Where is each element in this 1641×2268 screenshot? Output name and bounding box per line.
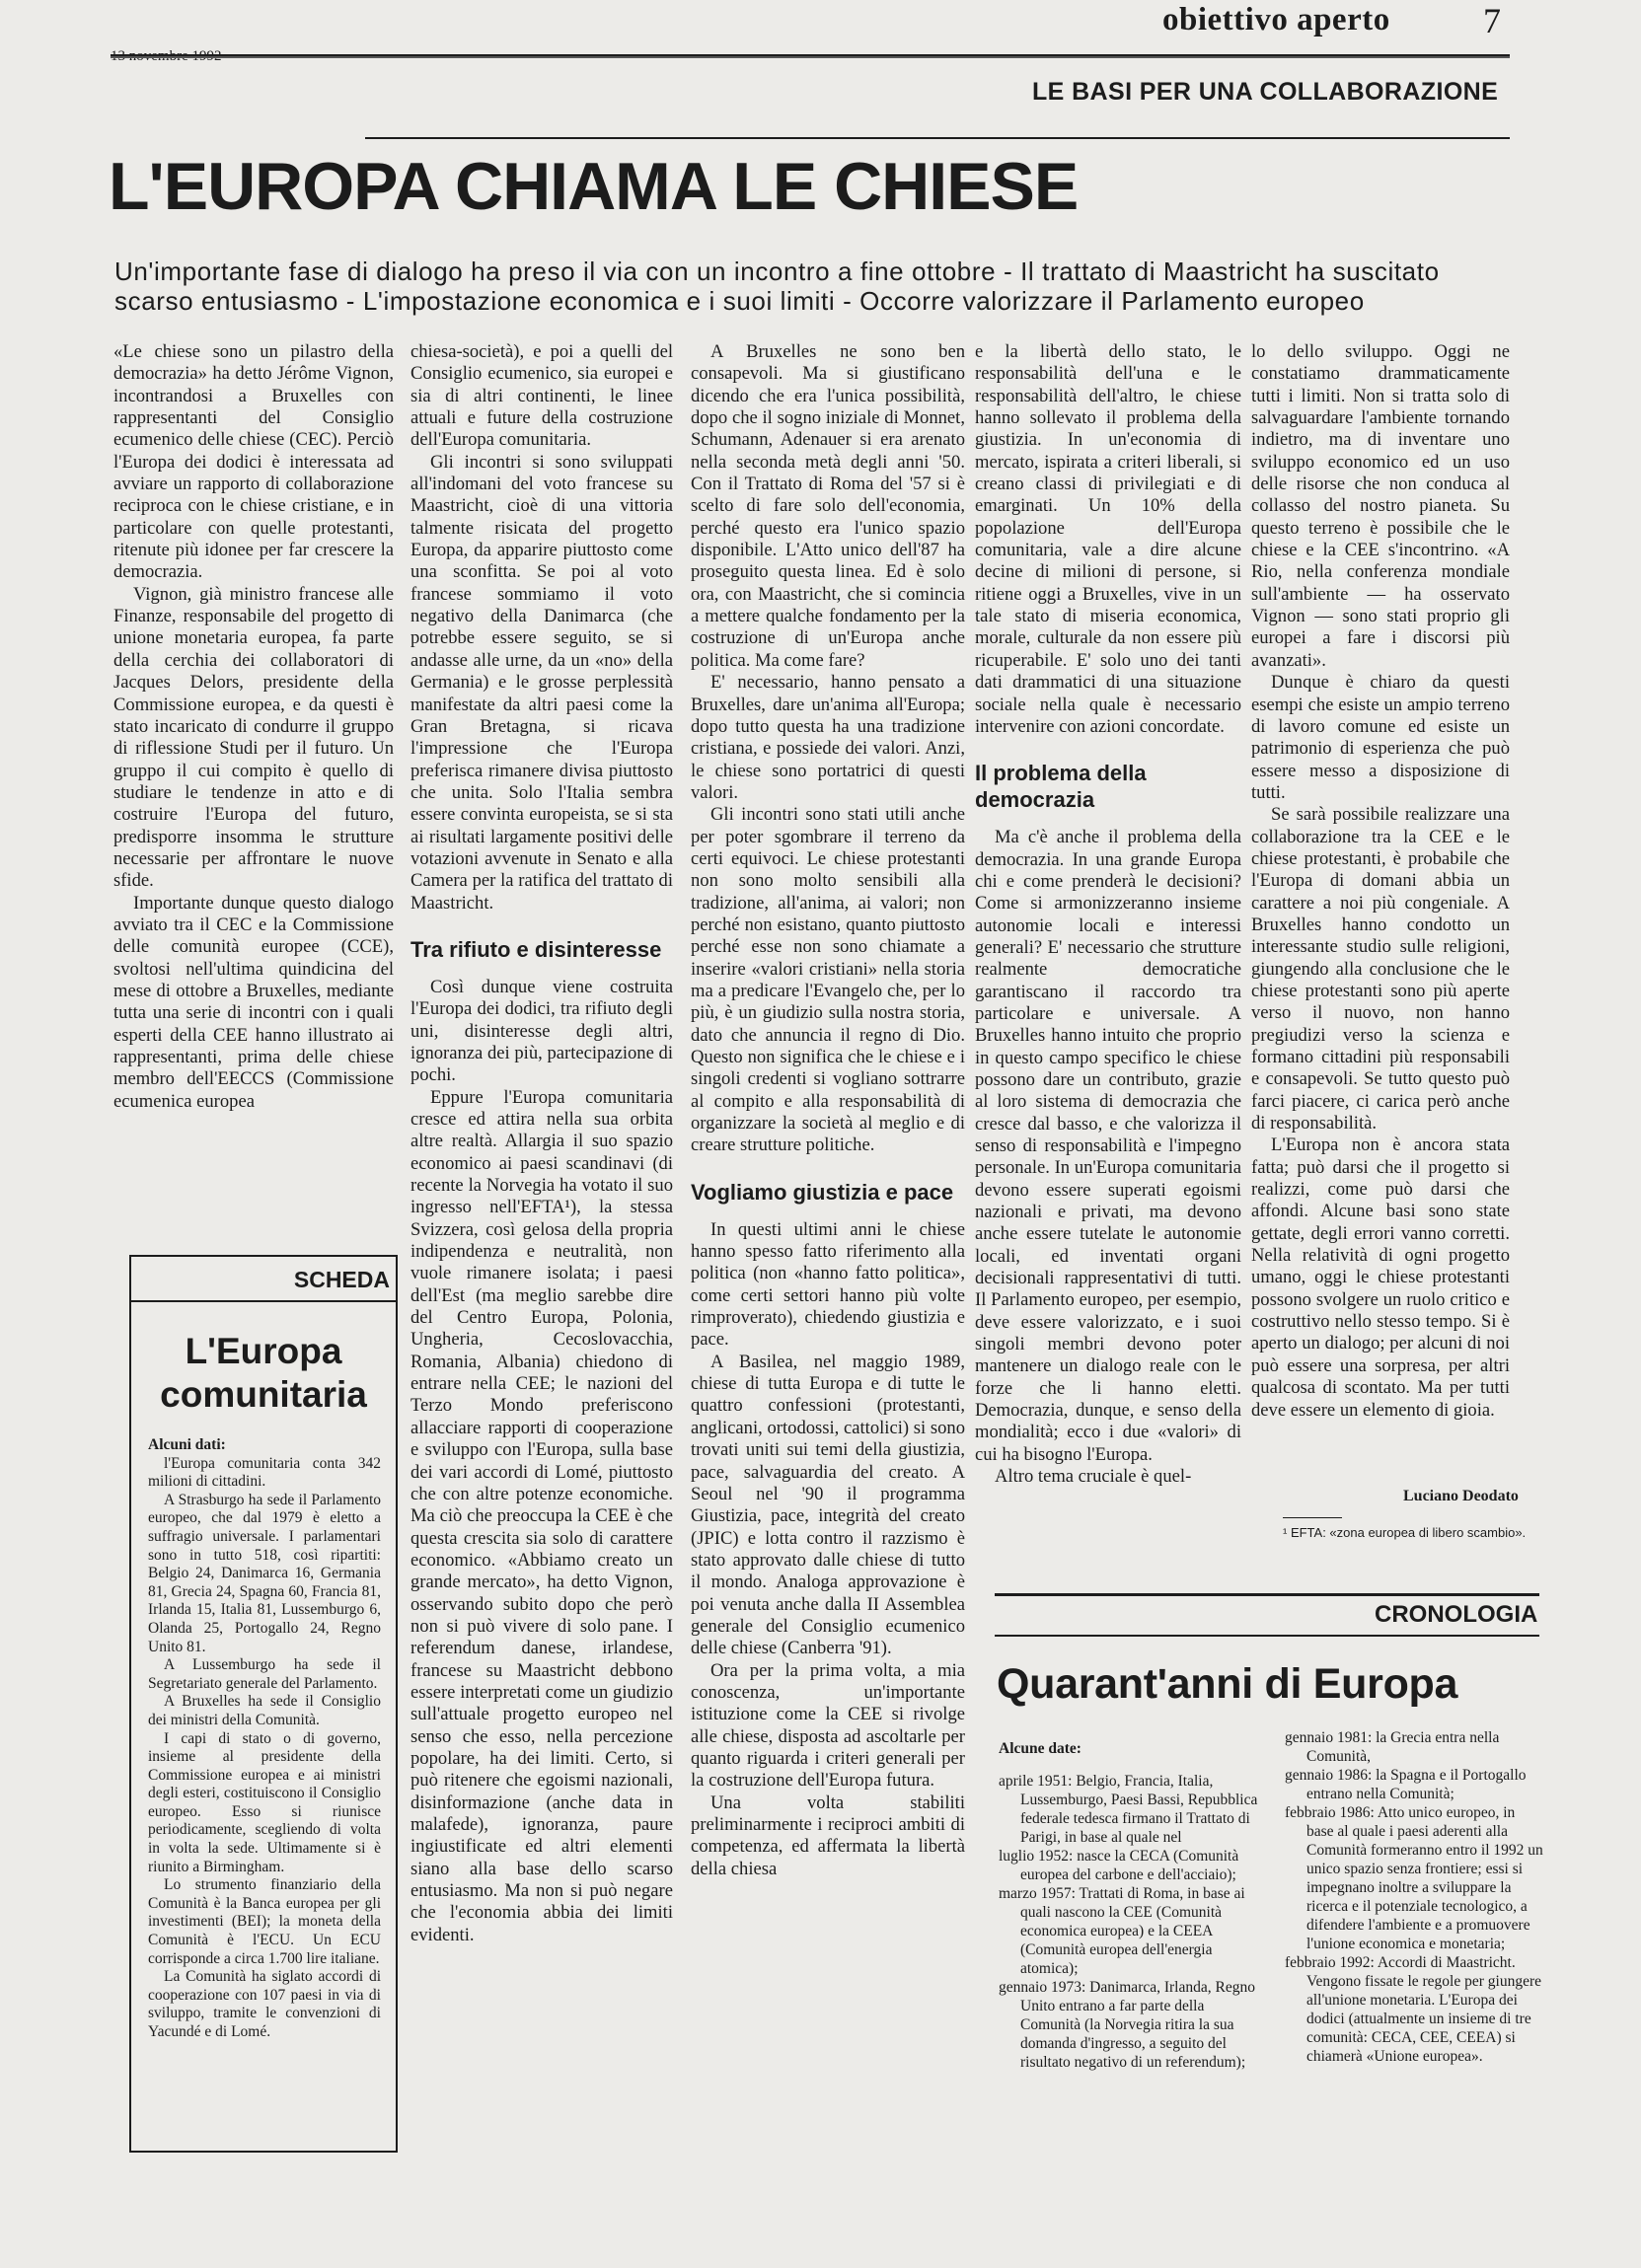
- paragraph: lo dello sviluppo. Oggi ne constatiamo drammaticamente tutti i limiti. Non si tratta solo di salvaguardare l'ambiente tornando indietro, ma di inventare uno sviluppo economico ed un uso delle risorse che non conduca al collasso del nostro pianeta. Su questo terreno è possibile che le chiese e la CEE s'incontrino. «A Rio, nella conferenza mondiale sull'ambiente — ha osservato Vignon — sono stati proprio gli europei a fare i discorsi più avanzati».: [1251, 341, 1510, 671]
- subheading-rifiuto: Tra rifiuto e disinteresse: [410, 936, 662, 962]
- paragraph: Altro tema cruciale è quel-: [995, 1466, 1192, 1488]
- paragraph: A Bruxelles ne sono ben consapevoli. Ma si giustificano dicendo che era l'unica possibilità, dopo che il sogno iniziale di Monnet, Schumann, Adenauer si era arenato nella seconda metà degli anni '50. Con il Trattato di Roma del '57 si è scelto di fare solo dell'economia, perché questo era l'unico spazio disponibile. L'Atto unico dell'87 ha proseguito questa linea. Ed è solo ora, con Maastricht, che si comincia a mettere qualche fondamento per la costruzione di un'Europa anche politica. Ma come fare?: [691, 341, 965, 671]
- cronologia-entry: gennaio 1981: la Grecia entra nella Comunità,: [1285, 1729, 1500, 1765]
- paragraph: Se sarà possibile realizzare una collaborazione tra la CEE e le chiese protestanti, è probabile che l'Europa di domani abbia un carattere a noi più congeniale. A Bruxelles hanno condotto un interessante studio sulle religioni, giungendo alla conclusione che le chiese protestanti sono più aperte verso il nuovo, non hanno pregiudizi verso la scienza e formano cittadini più responsabili e consapevoli. Se tutto questo può farci piacere, ci carica però anche di responsabilità.: [1251, 804, 1510, 1134]
- cronologia-entry: gennaio 1986: la Spagna e il Portogallo entrano nella Comunità;: [1285, 1767, 1527, 1802]
- cronologia-entry: gennaio 1973: Danimarca, Irlanda, Regno Unito entrano a far parte della Comunità (la Norvegia ritira la sua domanda d'ingresso, a seguito del risultato negativo di un referendum);: [999, 1979, 1255, 2071]
- scheda-paragraph: A Bruxelles ha sede il Consiglio dei ministri della Comunità.: [148, 1693, 381, 1728]
- subheading-democrazia: Il problema della democrazia: [975, 761, 1147, 813]
- cronologia-entry: marzo 1957: Trattati di Roma, in base ai quali nascono la CEE (Comunità economica europea) e la CEEA (Comunità europea dell'energia atomica);: [999, 1885, 1245, 1977]
- kicker: LE BASI PER UNA COLLABORAZIONE: [1032, 78, 1499, 106]
- header-rule-thick: [111, 56, 1510, 58]
- scheda-text: [148, 1436, 381, 2042]
- cronologia-right: [1285, 1728, 1543, 2066]
- author: Luciano Deodato: [1403, 1488, 1519, 1504]
- paragraph: Importante dunque questo dialogo avviato tra il CEC e la Commissione delle comunità europee (CCE), svoltosi nell'ultima quindicina del mese di ottobre a Bruxelles, mediante tutta una serie di incontri con i quali esperti della CEE hanno illustrato ai rappresentanti, prima delle chiese membro dell'EECCS (Commissione ecumenica europea: [113, 892, 394, 1112]
- paragraph: Gli incontri si sono sviluppati all'indomani del voto francese su Maastricht, cioè di una vittoria talmente risicata del progetto Europa, da apparire piuttosto come una sconfitta. Se poi al voto francese sommiamo il voto negativo della Danimarca (che potrebbe essere seguito, se si andasse alle urne, da un «no» della Germania) e le grosse perplessità manifestate da altri paesi come la Gran Bretagna, si ricava l'impressione che l'Europa preferisca rimanere divisa piuttosto che unita. Solo l'Italia sembra essere convinta europeista, se si sta ai risultati largamente positivi delle votazioni avvenute in Senato e alla Camera per la ratifica del trattato di Maastricht.: [410, 451, 673, 914]
- cronologia-label: CRONOLOGIA: [1375, 1601, 1538, 1628]
- paragraph: Vignon, già ministro francese alle Finanze, responsabile del progetto di unione monetaria europea, fa parte della cerchia dei collaboratori di Jacques Delors, presidente della Commissione europea, e da questi è stato incaricato di condurre il gruppo di riflessione Studi per il futuro. Un gruppo il cui compito è quello di studiare le tendenze in atto e di costruire l'Europa del futuro, predisporre insomma le strutture necessarie per affrontare le nuove sfide.: [113, 583, 394, 892]
- scheda-paragraph: Lo strumento finanziario della Comunità è la Banca europea per gli investimenti (BEI); la moneta della Comunità è l'ECU. Un ECU corrisponde a circa 1.700 lire italiane.: [148, 1876, 381, 1967]
- footnote-rule: [1283, 1517, 1342, 1518]
- scheda-label: SCHEDA: [293, 1267, 390, 1292]
- paragraph: chiesa-società), e poi a quelli del Consiglio ecumenico, sia europei e sia di altri continenti, le linee attuali e future della costruzione dell'Europa comunitaria.: [410, 341, 673, 451]
- cronologia-entry: luglio 1952: nasce la CECA (Comunità europea del carbone e dell'acciaio);: [999, 1848, 1239, 1883]
- scheda-paragraph: A Strasburgo ha sede il Parlamento europeo, che dal 1979 è eletto a suffragio universale. I parlamentari sono in tutto 518, così ripartiti: Belgio 24, Danimarca 16, Germania 81, Grecia 24, Spagna 60, Francia 81, Irlanda 15, Italia 81, Lussemburgo 6, Olanda 25, Portogallo 24, Regno Unito 81.: [148, 1491, 381, 1655]
- paragraph: Ora per la prima volta, a mia conoscenza, un'importante istituzione come la CEE si rivolge alle chiese, disposta ad ascoltarle per quanto riguarda i criteri generali per la costruzione dell'Europa futura.: [691, 1659, 965, 1792]
- kicker-rule: [365, 137, 1510, 139]
- scheda-paragraph: La Comunità ha siglato accordi di cooperazione con 107 paesi in via di sviluppo, tramite le convenzioni di Yacundé e di Lomé.: [148, 1968, 381, 2040]
- paragraph: L'Europa non è ancora stata fatta; può darsi che il progetto si realizzi, come può darsi che affondi. Alcune basi sono state gettate, degli errori vanno corretti. Nella relatività di ogni progetto umano, oggi le chiese protestanti possono svolgere un ruolo critico e costruttivo nello stesso tempo. Si è aperto un dialogo; per alcuni di noi può essere una sorpresa, per altri qualcosa di scontato. Ma per tutti deve essere un elemento di gioia.: [1251, 1134, 1510, 1421]
- scheda-lead: Alcuni dati:: [148, 1436, 226, 1453]
- scheda-box: [129, 1255, 398, 2153]
- page-number: 7: [1483, 1, 1501, 40]
- cronologia-title: Quarant'anni di Europa: [997, 1660, 1458, 1708]
- article-subtitle: Un'importante fase di dialogo ha preso il via con un incontro a fine ottobre - Il trattato di Maastricht ha suscitato scarso entusiasmo - L'impostazione economica e i suoi limiti - Occorre valorizzare il Parlamento europeo: [114, 256, 1440, 316]
- paragraph: Ma c'è anche il problema della democrazia. In una grande Europa chi e come prenderà le decisioni? Come si armonizzeranno insieme autonomie locali e interessi generali? E' necessario che strutture realmente democratiche garantiscano il raccordo tra particolare e universale. A Bruxelles hanno intuito che proprio in questo campo specifico le chiese possono dare un contributo, grazie al loro sistema di democrazia che cresce dal basso, e che valorizza il senso di responsabilità e l'impegno personale. In un'Europa comunitaria devono essere superati egoismi nazionali e privati, ma devono anche essere tutelate le autonomie locali, ed inventati organi decisionali rappresentativi di tutti. Il Parlamento europeo, per esempio, deve essere valorizzato, e i suoi singoli membri devono poter mantenere un dialogo reale con le forze che li hanno eletti. Democrazia, dunque, e senso della mondialità; ecco i due «valori» di cui ha bisogno l'Europa.: [975, 827, 1241, 1465]
- paragraph: Una volta stabiliti preliminarmente i reciproci ambiti di competenza, ed affermata la libertà della chiesa: [691, 1792, 965, 1879]
- paragraph: Eppure l'Europa comunitaria cresce ed attira nella sua orbita altre realtà. Allargia il suo spazio economico ai paesi scandinavi (di recente la Norvegia ha votato il suo ingresso nell'EFTA¹), la stessa Svizzera, così gelosa della propria indipendenza e neutralità, non vuole rimanere isolata; i paesi dell'Est (ma meglio sarebbe dire del Centro Europa, Polonia, Ungheria, Cecoslovacchia, Romania, Albania) chiedono di entrare nella CEE; le nazioni del Terzo Mondo preferiscono allacciare rapporti di cooperazione e sviluppo con l'Europa, sulla base dei vari accordi di Lomé, piuttosto che con altre potenze economiche. Ma ciò che preoccupa la CEE è che questa crescita sia solo di carattere economico. «Abbiamo creato un grande mercato», ha detto Vignon, osservando subito dopo che però non si può vivere di solo pane. I referendum danese, irlandese, francese su Maastricht debbono essere interpretati come un giudizio sull'attuale progetto europeo nel senso che esso, nella percezione popolare, ha dei limiti. Certo, si può ritenere che egoismi nazionali, disinformazione (anche data in malafede), ignoranza, paure ingiustificate ed altri elementi siano alla base dello scarso entusiasmo. Ma non si può negare che l'economia abbia dei limiti evidenti.: [410, 1086, 673, 1945]
- section-name: obiettivo aperto: [1162, 2, 1390, 37]
- scheda-title: L'Europa comunitaria: [160, 1331, 367, 1415]
- paragraph: «Le chiese sono un pilastro della democrazia» ha detto Jérôme Vignon, incontrandosi a Bruxelles con rappresentanti del Consiglio ecumenico delle chiese (CEC). Perciò l'Europa dei dodici è interessata ad avviare un rapporto di collaborazione reciproca con le chiese cristiane, e in particolare con quelle protestanti, ritenute più idonee per far crescere la democrazia.: [113, 341, 394, 583]
- column-3: [691, 341, 965, 1880]
- cronologia-left: [999, 1739, 1263, 2072]
- scheda-paragraph: I capi di stato o di governo, insieme al presidente della Commissione europea e ai ministri degli esteri, costituiscono il Consiglio europeo. Esso si riunisce periodicamente, scegliendo di volta in volta la sede. Ultimamente si è riunito a Birmingham.: [148, 1729, 381, 1875]
- column-4: [975, 341, 1241, 1489]
- paragraph: In questi ultimi anni le chiese hanno spesso fatto riferimento alla politica (non «hanno fatto politica», come certi settori hanno più volte rimproverato), chiedendo giustizia e pace.: [691, 1218, 965, 1351]
- paragraph: E' necessario, hanno pensato a Bruxelles, dare un'anima all'Europa; dopo tutto questa ha una tradizione cristiana, e possiede dei valori. Anzi, le chiese sono portatrici di questi valori.: [691, 672, 965, 803]
- paragraph: A Basilea, nel maggio 1989, chiese di tutta Europa e di tutte le quattro confessioni (protestanti, anglicani, ortodossi, cattolici) si sono trovati uniti sui temi della giustizia, pace, salvaguardia del creato. A Seoul nel '90 il programma Giustizia, pace, integrità del creato (JPIC) e lotta contro il razzismo è stato approvato dalle chiese di tutto il mondo. Analoga approvazione è poi venuta anche dalla II Assemblea generale del Consiglio ecumenico delle chiese (Canberra '91).: [691, 1351, 965, 1659]
- paragraph: Così dunque viene costruita l'Europa dei dodici, tra rifiuto degli uni, disinteresse degli altri, ignoranza dei più, partecipazione di pochi.: [410, 976, 673, 1086]
- cronologia-lead: Alcune date:: [999, 1740, 1082, 1757]
- paragraph: e la libertà dello stato, le responsabilità dell'una e le responsabilità dell'altro, le chiese hanno sollevato il problema della giustizia. In un'economia di mercato, ispirata a criteri liberali, si creano classi di privilegiati e di emarginati. Un 10% della popolazione dell'Europa comunitaria, vale a dire alcune decine di milioni di persone, si ritiene oggi a Bruxelles, vive in un tale stato di miseria economica, morale, culturale da non essere più ricuperabile. E' solo uno dei tanti dati drammatici di una situazione sociale nella quale è necessario intervenire con azioni concordate.: [975, 341, 1241, 737]
- scheda-paragraph: l'Europa comunitaria conta 342 milioni di cittadini.: [148, 1454, 381, 1491]
- footnote: ¹ EFTA: «zona europea di libero scambio».: [1283, 1525, 1527, 1540]
- article-title: L'EUROPA CHIAMA LE CHIESE: [109, 149, 1079, 224]
- cronologia-entry: aprile 1951: Belgio, Francia, Italia, Lussemburgo, Paesi Bassi, Repubblica federale tedesca firmano il Trattato di Parigi, in base al quale nel: [999, 1773, 1258, 1846]
- paragraph: Gli incontri sono stati utili anche per poter sgombrare il terreno da certi equivoci. Le chiese protestanti non sono molto sensibili alla tradizione, all'anima, ai valori; non perché non esistano, quanto piuttosto perché esse non sono chiamate a inserire «valori cristiani» nella storia ma a predicare l'Evangelo che, per lo più, è un giudizio sulla nostra storia, dato che annuncia il regno di Dio. Questo non significa che le chiese e i singoli credenti si vogliano sottrarre al compito e alla responsabilità di organizzare la società al meglio e di creare strutture politiche.: [691, 804, 965, 1156]
- cronologia-entry: febbraio 1986: Atto unico europeo, in base al quale i paesi aderenti alla Comunità formeranno entro il 1992 un unico spazio senza frontiere; essi si impegnano inoltre a sviluppare la ricerca e il potenziale tecnologico, a difendere l'ambiente e a promuovere l'unione economica e monetaria;: [1285, 1804, 1543, 1952]
- column-5: [1251, 341, 1510, 1422]
- column-2: [410, 341, 673, 1946]
- column-1: [113, 341, 394, 1113]
- paragraph: Dunque è chiaro da questi esempi che esiste un ampio terreno di lavoro comune ed esiste un patrimonio di esperienza che può essere messo a disposizione di tutti.: [1251, 672, 1510, 803]
- scheda-paragraph: A Lussemburgo ha sede il Segretariato generale del Parlamento.: [148, 1656, 381, 1692]
- cronologia-rule: [995, 1635, 1539, 1637]
- cronologia-entry: febbraio 1992: Accordi di Maastricht. Vengono fissate le regole per giungere all'unione monetaria. L'Europa dei dodici (attualmente un insieme di tre comunità: CECA, CEE, CEEA) si chiamerà «Unione europea».: [1285, 1954, 1542, 2065]
- cronologia-rule-top: [995, 1593, 1539, 1596]
- subheading-giustizia: Vogliamo giustizia e pace: [691, 1179, 954, 1205]
- scheda-rule: [131, 1300, 396, 1302]
